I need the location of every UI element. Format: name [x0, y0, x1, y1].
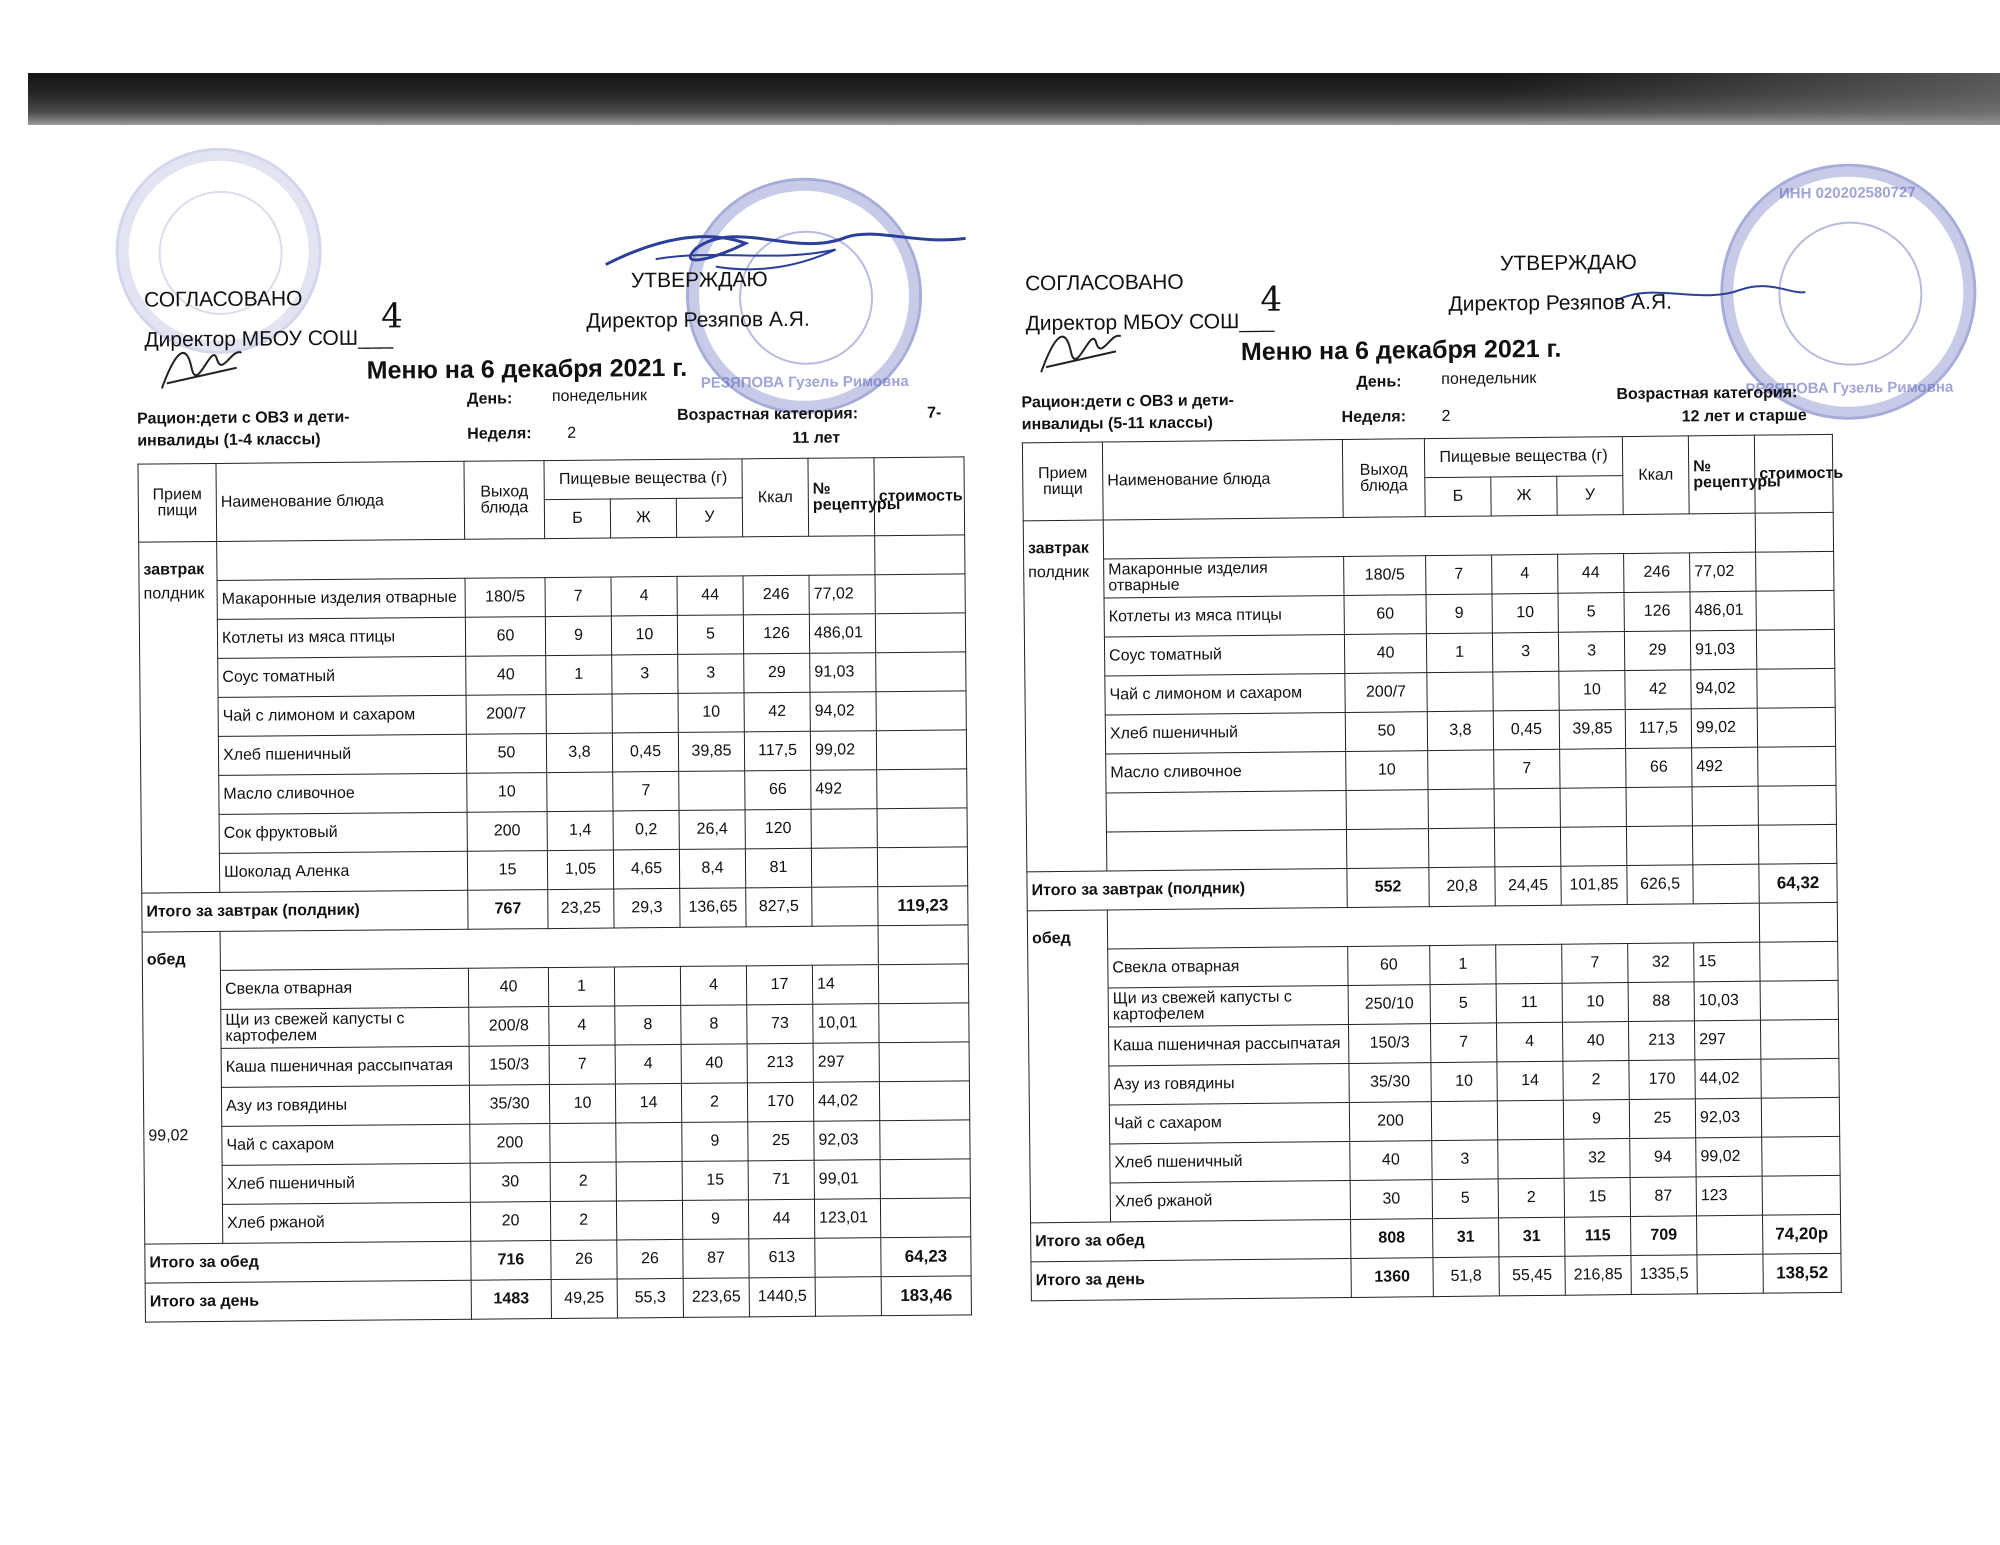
menu-table	[1022, 434, 1842, 1301]
table-row: Азу из говядины 35/30 10 14 2 170 44,02	[1029, 1058, 1839, 1105]
meal-lunch: обед	[1027, 910, 1110, 1223]
age-value-bottom: 12 лет и старше	[1681, 407, 1807, 426]
col-dish: Наименование блюда	[1102, 440, 1343, 521]
ration-label: Рацион:дети с ОВЗ и дети-инвалиды (5-11 классы)	[1021, 392, 1235, 434]
table-row: Соус томатный 40 1 3 3 29 91,03	[1024, 629, 1834, 676]
col-kcal: Ккал	[1622, 436, 1689, 515]
table-row: Макаронные изделия отварные 180/5 7 4 44 246 77,02	[1024, 551, 1834, 598]
day-total-row: Итого за день 1360 51,8 55,45 216,85 1335,5 138,52	[1031, 1253, 1841, 1300]
col-meal: Прием пищи	[138, 463, 217, 542]
table-row: Чай с лимоном и сахаром 200/7 10 42 94,02	[1025, 668, 1835, 715]
age-value-top: 7-	[927, 404, 942, 422]
scanner-edge-bar	[28, 73, 2000, 125]
lunch-total-row: Итого за обед 808 31 31 115 709 74,20р	[1031, 1214, 1841, 1261]
handwritten-school-number: 4	[1260, 279, 1283, 320]
col-kcal: Ккал	[742, 458, 809, 537]
table-row: Соус томатный 40 1 3 3 29 91,03	[140, 652, 966, 698]
table-row: Сок фруктовый 200 1,4 0,2 26,4 120	[141, 808, 967, 854]
table-row: Шоколад Аленка 15 1,05 4,65 8,4 81	[141, 847, 967, 893]
meal-breakfast: завтрак полдник	[139, 541, 220, 893]
col-meal: Прием пищи	[1022, 442, 1103, 521]
agreed-label: СОГЛАСОВАНО	[1025, 270, 1184, 296]
table-row: Хлеб ржаной 30 5 2 15 87 123	[1030, 1175, 1840, 1222]
ration-label: Рацион:дети с ОВЗ и дети-инвалиды (1-4 классы)	[137, 408, 350, 450]
col-zh: Ж	[610, 498, 676, 538]
col-recipe: № рецептуры	[1688, 435, 1755, 514]
meal-lunch: обед 99,02	[142, 931, 223, 1244]
col-nutrients: Пищевые вещества (г)	[1424, 437, 1622, 478]
approve-label: УТВЕРЖДАЮ	[1499, 250, 1637, 276]
table-row: Чай с лимоном и сахаром 200/7 10 42 94,02	[140, 691, 966, 737]
stamp-inn: ИНН 020202580727	[1778, 183, 1916, 203]
agreed-by: Директор МБОУ СОШ___	[144, 326, 394, 352]
col-cost: стоимость	[1754, 434, 1833, 513]
menu-table	[137, 456, 971, 1322]
day-total-row: Итого за день 1483 49,25 55,3 223,65 1440,5 183,46	[145, 1276, 971, 1322]
table-row: Масло сливочное 10 7 66 492	[1026, 746, 1836, 793]
table-row: Хлеб пшеничный 30 2 15 71 99,01	[144, 1159, 970, 1205]
handwritten-school-number: 4	[381, 296, 404, 337]
approve-by: Директор Резяпов А.Я.	[1448, 290, 1673, 316]
col-dish: Наименование блюда	[216, 461, 465, 541]
agreed-label: СОГЛАСОВАНО	[143, 287, 303, 312]
breakfast-total-row: Итого за завтрак (полдник) 552 20,8 24,45 101,85 626,5 64,32	[1027, 863, 1837, 910]
stamp-text: РЕЗЯПОВА Гузель Римовна	[1745, 378, 1954, 398]
age-label: Возрастная категория:	[677, 405, 859, 424]
col-recipe: № рецептуры	[808, 458, 875, 537]
table-row: Щи из свежей капусты с картофелем 200/8 4 8 8 73 10,01	[143, 1003, 969, 1049]
col-cost: стоимость	[874, 457, 965, 536]
table-row: Хлеб пшеничный 50 3,8 0,45 39,85 117,5 99,02	[140, 730, 966, 776]
week-label: Неделя:	[467, 425, 532, 443]
week-value: 2	[567, 424, 577, 442]
col-u: У	[1557, 476, 1623, 516]
table-row: Свекла отварная 60 1 7 32 15	[1028, 941, 1838, 988]
lunch-total-row: Итого за обед 716 26 26 87 613 64,23	[145, 1237, 971, 1283]
table-row: Хлеб пшеничный 40 3 32 94 99,02	[1030, 1136, 1840, 1183]
day-label: День:	[466, 390, 513, 408]
approve-by: Директор Резяпов А.Я.	[586, 307, 810, 333]
menu-sheet-left	[135, 146, 975, 1353]
table-row: Каша пшеничная рассыпчатая 150/3 7 4 40 213 297	[1029, 1019, 1839, 1066]
col-u: У	[676, 498, 742, 538]
age-label: Возрастная категория:	[1616, 384, 1798, 404]
approve-label: УТВЕРЖДАЮ	[630, 268, 768, 293]
col-yield: Выход блюда	[464, 461, 545, 540]
week-label: Неделя:	[1341, 408, 1407, 427]
meal-breakfast: завтрак полдник	[1023, 520, 1107, 872]
table-row: Каша пшеничная рассыпчатая 150/3 7 4 40 213 297	[143, 1042, 969, 1088]
table-row: Масло сливочное 10 7 66 492	[141, 769, 967, 815]
menu-title: Меню на 6 декабря 2021 г.	[366, 353, 688, 385]
col-yield: Выход блюда	[1342, 439, 1425, 518]
day-value: понедельник	[1441, 369, 1537, 388]
table-row: Щи из свежей капусты с картофелем 250/10 5 11 10 88 10,03	[1028, 980, 1838, 1027]
age-value-bottom: 11 лет	[792, 429, 841, 447]
table-row: Хлеб пшеничный 50 3,8 0,45 39,85 117,5 99,02	[1025, 707, 1835, 754]
menu-sheet-right	[1019, 134, 1954, 1343]
table-row: Котлеты из мяса птицы 60 9 10 5 126 486,01	[1024, 590, 1834, 637]
day-value: понедельник	[551, 387, 648, 406]
breakfast-total-row: Итого за завтрак (полдник) 767 23,25 29,3 136,65 827,5 119,23	[142, 886, 968, 932]
agreed-by: Директор МБОУ СОШ___	[1025, 309, 1275, 336]
col-zh: Ж	[1491, 476, 1557, 516]
menu-title: Меню на 6 декабря 2021 г.	[1240, 334, 1562, 367]
table-row: Чай с сахаром 200 9 25 92,03	[144, 1120, 970, 1166]
table-row: Хлеб ржаной 20 2 9 44 123,01	[144, 1198, 970, 1244]
stamp-text: РЕЗЯПОВА Гузель Римовна	[700, 372, 909, 392]
table-row: Свекла отварная 40 1 4 17 14	[142, 964, 968, 1010]
table-row: Чай с сахаром 200 9 25 92,03	[1029, 1097, 1839, 1144]
round-stamp-left	[115, 147, 323, 355]
week-value: 2	[1441, 407, 1451, 425]
col-nutrients: Пищевые вещества (г)	[544, 459, 742, 500]
table-row: Макаронные изделия отварные 180/5 7 4 44 246 77,02	[139, 574, 965, 620]
table-row: Азу из говядины 35/30 10 14 2 170 44,02	[143, 1081, 969, 1127]
table-row: Котлеты из мяса птицы 60 9 10 5 126 486,01	[139, 613, 965, 659]
col-b: Б	[1425, 477, 1491, 517]
col-b: Б	[544, 499, 610, 539]
day-label: День:	[1356, 373, 1402, 391]
